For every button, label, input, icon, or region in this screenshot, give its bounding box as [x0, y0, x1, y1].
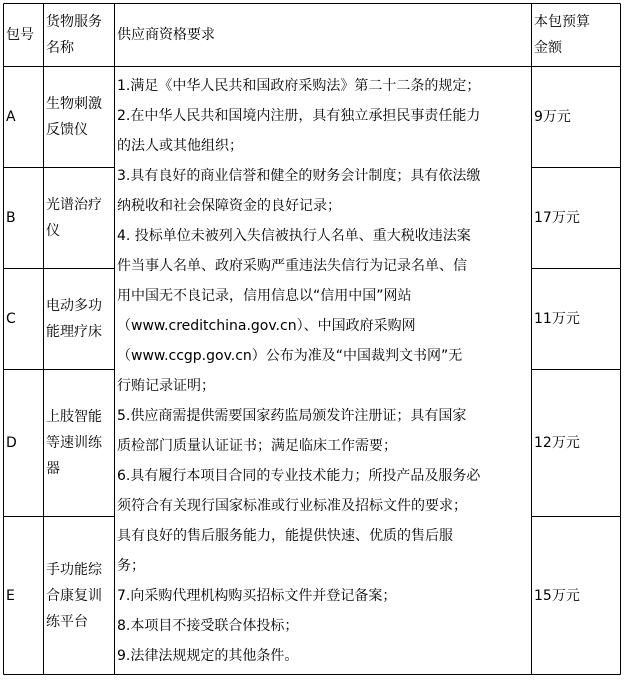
row-d-budget: 12万元	[534, 435, 580, 451]
row-c-name-line-1: 电动多功	[46, 298, 102, 314]
row-e-name-line-3: 练平台	[46, 614, 88, 630]
header-item-name-line-2: 名称	[46, 40, 74, 56]
row-d-package-id: D	[6, 435, 17, 451]
requirement-line: 2.在中华人民共和国境内注册，具有独立承担民事责任能力	[117, 108, 481, 124]
requirement-line: 质检部门质量认证证书；满足临床工作需要；	[117, 438, 397, 454]
row-a-package-id: A	[6, 109, 16, 125]
row-a-name-line-2: 反馈仪	[46, 122, 88, 138]
row-b-package-id: B	[6, 210, 16, 226]
row-c-package-id: C	[6, 311, 16, 327]
header-budget-line-2: 金额	[534, 40, 562, 56]
row-a-name-line-1: 生物刺激	[46, 96, 102, 112]
row-e-package-id: E	[6, 588, 15, 604]
requirement-line: 3.具有良好的商业信誉和健全的财务会计制度；具有依法缴	[117, 168, 481, 184]
row-e-name-line-1: 手功能综	[46, 562, 102, 578]
requirement-line: 须符合有关现行国家标准或行业标准及招标文件的要求；	[117, 498, 467, 514]
requirement-line: 5.供应商需提供需要国家药监局颁发许注册证；具有国家	[117, 408, 467, 424]
header-item-name-line-1: 货物服务	[46, 14, 102, 30]
requirement-line: 8.本项目不接受联合体投标；	[117, 618, 299, 634]
requirement-line: （www.creditchina.gov.cn）、中国政府采购网	[117, 318, 416, 334]
row-c-name-line-2: 能理疗床	[46, 324, 102, 340]
requirement-line: 7.向采购代理机构购买招标文件并登记备案；	[117, 588, 397, 604]
requirement-line: 4. 投标单位未被列入失信被执行人名单、重大税收违法案	[117, 228, 471, 244]
row-b-name-line-1: 光谱治疗	[46, 197, 102, 213]
row-d-name-line-1: 上肢智能	[46, 409, 102, 425]
requirement-line: 的法人或其他组织；	[117, 138, 243, 154]
requirement-line: 具有良好的售后服务能力，能提供快速、优质的售后服	[117, 528, 453, 544]
requirement-line: 用中国无不良记录，信用信息以“信用中国”网站	[117, 288, 412, 304]
requirement-line: 行贿记录证明；	[117, 378, 215, 394]
requirement-line: 6.具有履行本项目合同的专业技术能力；所投产品及服务必	[117, 468, 481, 484]
row-b-name-line-2: 仪	[46, 223, 60, 239]
header-requirements: 供应商资格要求	[117, 27, 215, 43]
requirement-line: 1.满足《中华人民共和国政府采购法》第二十二条的规定；	[117, 78, 481, 94]
requirement-line: 9.法律法规规定的其他条件。	[117, 648, 299, 664]
requirement-line: （www.ccgp.gov.cn）公布为准及“中国裁判文书网”无	[117, 348, 463, 364]
header-budget-line-1: 本包预算	[534, 14, 590, 30]
requirements-cell	[117, 71, 529, 671]
row-a-budget: 9万元	[534, 109, 571, 125]
row-d-name-line-2: 等速训练	[46, 435, 102, 451]
row-b-budget: 17万元	[534, 210, 580, 226]
row-c-budget: 11万元	[534, 311, 580, 327]
requirement-line: 纳税收和社会保障资金的良好记录；	[117, 198, 341, 214]
requirement-line: 件当事人名单、政府采购严重违法失信行为记录名单、信	[117, 258, 467, 274]
row-e-budget: 15万元	[534, 588, 580, 604]
requirement-line: 务；	[117, 558, 145, 574]
row-d-name-line-3: 器	[46, 461, 60, 477]
row-e-name-line-2: 合康复训	[46, 588, 102, 604]
header-package-no: 包号	[6, 27, 34, 43]
